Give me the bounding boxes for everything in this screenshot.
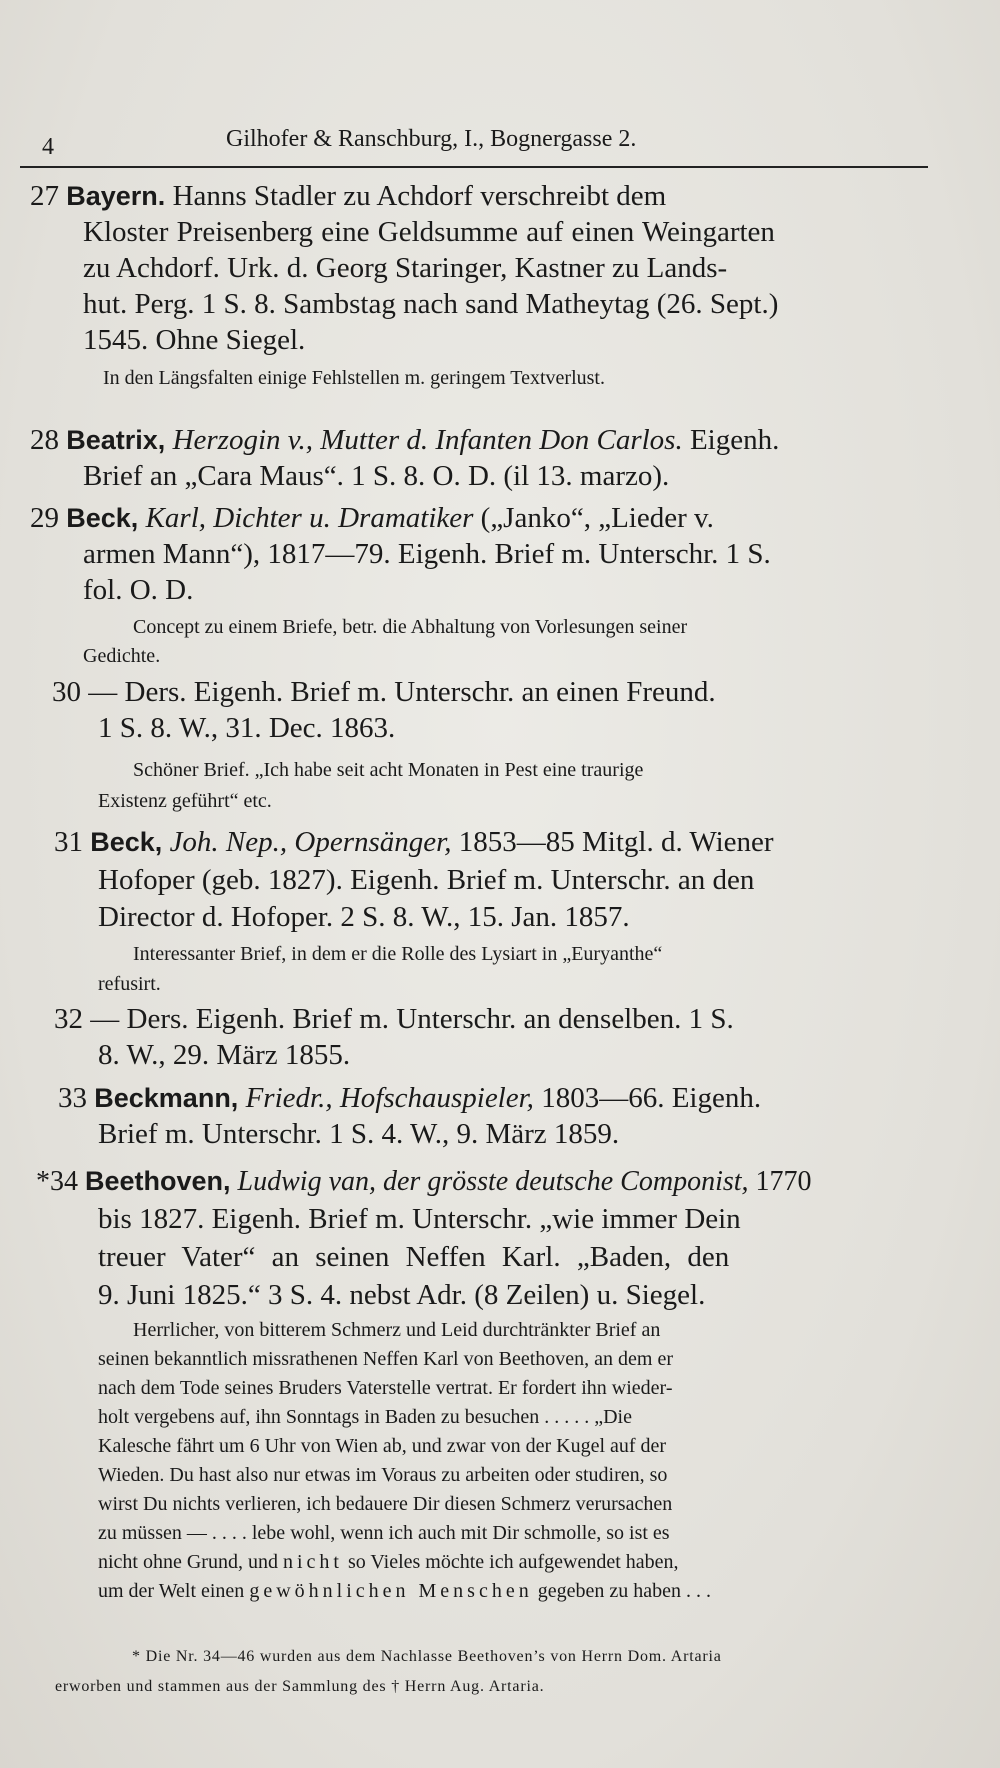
entry-note-text: nicht ohne Grund, und (98, 1551, 278, 1573)
entry-note: wirst Du nichts verlieren, ich bedauere Dir diesen Schmerz verursachen (98, 1493, 673, 1515)
footnote-line: erworben und stammen aus der Sammlung des † Herrn Aug. Artaria. (55, 1678, 545, 1695)
entry-note-text: so Vieles möchte ich aufgewendet haben, (347, 1551, 679, 1573)
entry-note: Schöner Brief. „Ich habe seit acht Monaten in Pest eine traurige (133, 759, 644, 781)
entry-line: Brief an „Cara Maus“. 1 S. 8. O. D. (il 13. marzo). (83, 460, 670, 492)
entry-line: Brief m. Unterschr. 1 S. 4. W., 9. März 1859. (98, 1118, 620, 1150)
entry-number: 31 (54, 826, 83, 858)
entry-text: — Ders. Eigenh. Brief m. Unterschr. an denselben. 1 S. (90, 1003, 734, 1035)
entry-note-text: gegeben zu haben . . . (537, 1580, 711, 1602)
entry-line: bis 1827. Eigenh. Brief m. Unterschr. „wie immer Dein (98, 1203, 741, 1235)
entry-line: Director d. Hofoper. 2 S. 8. W., 15. Jan. 1857. (98, 901, 630, 933)
entry-text: 1853—85 Mitgl. d. Wiener (458, 826, 774, 858)
entry-description: Ludwig van, der grösste deutsche Componist, (237, 1166, 749, 1197)
entry-line: armen Mann“), 1817—79. Eigenh. Brief m. Unterschr. 1 S. (83, 538, 771, 570)
entry-note: Interessanter Brief, in dem er die Rolle des Lysiart in „Euryanthe“ (133, 943, 663, 965)
entry-text: 1770 (755, 1166, 812, 1197)
entry-line: 9. Juni 1825.“ 3 S. 4. nebst Adr. (8 Zeilen) u. Siegel. (98, 1279, 706, 1311)
entry-line (54, 824, 774, 860)
emphasized-phrase: gewöhnlichen Menschen (249, 1580, 533, 1602)
entry-text: Hanns Stadler zu Achdorf verschreibt dem (172, 180, 667, 212)
entry-number: 29 (30, 502, 59, 534)
entry-name: Beck, (66, 503, 139, 533)
header-text: Gilhofer & Ranschburg, I., Bognergasse 2. (226, 126, 637, 152)
entry-line: fol. O. D. (83, 574, 194, 606)
entry-note: Herrlicher, von bitterem Schmerz und Leid durchtränkter Brief an (133, 1319, 661, 1341)
entry-note: zu müssen — . . . . lebe wohl, wenn ich auch mit Dir schmolle, so ist es (98, 1522, 670, 1544)
entry-number: 28 (30, 424, 59, 456)
entry-text: 1803—66. Eigenh. (541, 1082, 762, 1114)
entry-line: hut. Perg. 1 S. 8. Sambstag nach sand Matheytag (26. Sept.) (83, 288, 779, 320)
entry-line (58, 1080, 761, 1116)
entry-name: Beethoven, (85, 1166, 231, 1196)
entry-name: Bayern. (66, 181, 166, 211)
entry-note (98, 1548, 679, 1576)
entry-description: Herzogin v., Mutter d. Infanten Don Carlos. (172, 424, 683, 456)
entry-line (30, 500, 714, 536)
entry-note: seinen bekanntlich missrathenen Neffen Karl von Beethoven, an dem er (98, 1348, 673, 1370)
running-header (20, 126, 928, 168)
entry-number: *34 (36, 1166, 78, 1197)
entry-text: („Janko“, „Lieder v. (480, 502, 714, 534)
entry-name: Beck, (90, 827, 163, 857)
entry-note: Existenz geführt“ etc. (98, 790, 272, 812)
entry-line: treuer Vater“ an seinen Neffen Karl. „Baden, den (98, 1241, 730, 1273)
entry-line (52, 674, 716, 710)
entry-note: holt vergebens auf, ihn Sonntags in Baden zu besuchen . . . . . „Die (98, 1406, 632, 1428)
entry-line: 1545. Ohne Siegel. (83, 324, 306, 356)
entry-line (30, 178, 666, 214)
entry-note-text: um der Welt einen (98, 1580, 245, 1602)
entry-number: 33 (58, 1082, 87, 1114)
entry-line (36, 1163, 812, 1200)
entry-line (54, 1001, 734, 1037)
entry-line: 8. W., 29. März 1855. (98, 1039, 351, 1071)
entry-note: Gedichte. (83, 645, 161, 667)
entry-note: Kalesche fährt um 6 Uhr von Wien ab, und zwar von der Kugel auf der (98, 1435, 667, 1457)
entry-note: Wieden. Du hast also nur etwas im Voraus zu arbeiten oder studiren, so (98, 1464, 668, 1486)
page-number: 4 (42, 134, 54, 160)
entry-note: refusirt. (98, 973, 161, 995)
entry-note: nach dem Tode seines Bruders Vaterstelle vertrat. Er fordert ihn wieder- (98, 1377, 673, 1399)
entry-line: zu Achdorf. Urk. d. Georg Staringer, Kastner zu Lands- (83, 252, 728, 284)
entry-description: Karl, Dichter u. Dramatiker (145, 502, 474, 534)
entry-line (30, 422, 779, 458)
entry-name: Beatrix, (66, 425, 166, 455)
entry-note: Concept zu einem Briefe, betr. die Abhaltung von Vorlesungen seiner (133, 616, 688, 638)
entry-description: Friedr., Hofschauspieler, (245, 1082, 534, 1114)
entry-note: In den Längsfalten einige Fehlstellen m. geringem Textverlust. (103, 367, 605, 389)
entry-name: Beckmann, (94, 1083, 239, 1113)
entry-description: Joh. Nep., Opernsänger, (169, 826, 452, 858)
footnote-line: * Die Nr. 34—46 wurden aus dem Nachlasse Beethoven’s von Herrn Dom. Artaria (132, 1648, 722, 1665)
emphasized-word: nicht (282, 1551, 343, 1573)
entry-number: 30 (52, 676, 81, 708)
entry-text: — Ders. Eigenh. Brief m. Unterschr. an einen Freund. (88, 676, 716, 708)
entry-number: 27 (30, 180, 59, 212)
entry-note (98, 1577, 711, 1605)
entry-line: 1 S. 8. W., 31. Dec. 1863. (98, 712, 396, 744)
entry-text: Eigenh. (689, 424, 780, 456)
entry-line: Kloster Preisenberg eine Geldsumme auf einen Weingarten (83, 216, 775, 248)
entry-line: Hofoper (geb. 1827). Eigenh. Brief m. Unterschr. an den (98, 864, 755, 896)
entry-number: 32 (54, 1003, 83, 1035)
